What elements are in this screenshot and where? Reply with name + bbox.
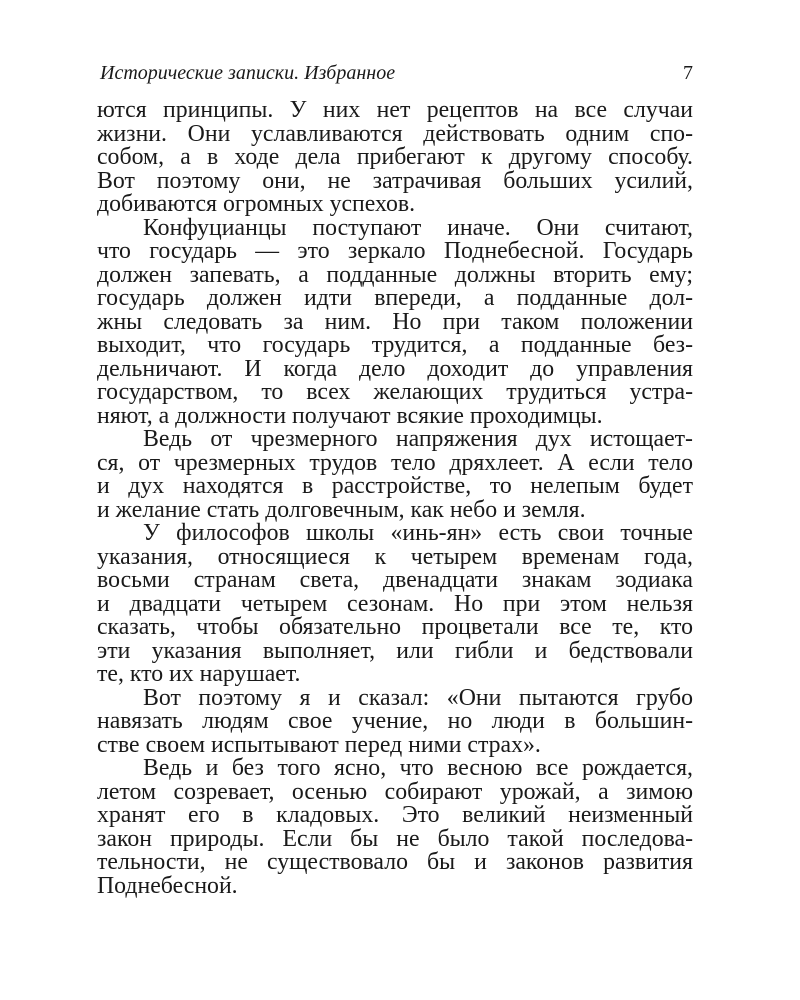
text-line: должен запевать, а подданные должны вторить ему;: [97, 261, 693, 288]
page-number: 7: [683, 62, 693, 84]
running-title: Исторические записки. Избранное: [100, 62, 396, 84]
text-line: эти указания выполняет, или гибли и бедствовали: [97, 637, 693, 664]
text-line: Ведь и без того ясно, что весною все рождается,: [143, 755, 693, 781]
text-line: и двадцати четырем сезонам. Но при этом нельзя: [97, 590, 693, 617]
paragraph-1: [97, 99, 693, 217]
text-line: Вот поэтому они, не затрачивая больших усилий,: [97, 167, 693, 194]
text-line: собом, а в ходе дела прибегают к другому способу.: [97, 144, 693, 170]
text-line: ются принципы. У них нет рецептов на все случаи: [97, 97, 693, 123]
text-line: няют, а должности получают всякие проходимцы.: [97, 402, 603, 429]
paragraph-3: [97, 428, 693, 522]
text-line: Вот поэтому я и сказал: «Они пытаются грубо: [143, 684, 693, 711]
text-line: Ведь от чрезмерного напряжения дух истощает-: [143, 426, 693, 452]
text-line: сказать, чтобы обязательно процветали все те, кто: [97, 614, 693, 640]
text-line: те, кто их нарушает.: [97, 661, 301, 687]
paragraph-4: [97, 522, 693, 687]
text-line: дельничают. И когда дело доходит до управления: [97, 355, 693, 382]
text-line: хранят его в кладовых. Это великий неизменный: [97, 802, 693, 828]
text-line: и дух находятся в расстройстве, то нелепым будет: [97, 473, 693, 499]
text-line: и желание стать долговечным, как небо и земля.: [97, 496, 586, 523]
text-line: государь должен идти впереди, а подданные дол-: [97, 285, 693, 311]
text-line: жны следовать за ним. Но при таком положении: [97, 308, 693, 335]
text-line: государством, то всех желающих трудиться устра-: [97, 379, 693, 405]
text-line: Поднебесной.: [97, 872, 238, 899]
text-line: выходит, что государь трудится, а подданные без-: [97, 332, 693, 358]
book-page: [97, 58, 693, 898]
text-line: У философов школы «инь-ян» есть свои точные: [143, 520, 693, 546]
text-line: что государь — это зеркало Поднебесной. Государь: [97, 238, 693, 264]
text-line: жизни. Они уславливаются действовать одним спо-: [97, 120, 693, 147]
running-head: [97, 58, 693, 88]
text-line: закон природы. Если бы не было такой последова-: [97, 825, 693, 852]
paragraph-5: [97, 684, 693, 758]
text-line: ся, от чрезмерных трудов тело дряхлеет. А если тело: [97, 449, 693, 476]
text-line: Конфуцианцы поступают иначе. Они считают,: [143, 214, 693, 241]
text-line: указания, относящиеся к четырем временам года,: [97, 543, 693, 570]
text-line: тельности, не существовало бы и законов развития: [97, 849, 693, 875]
text-line: стве своем испытывают перед ними страх».: [97, 731, 541, 758]
text-line: восьми странам света, двенадцати знакам зодиака: [97, 567, 693, 593]
paragraph-6: [97, 757, 693, 898]
text-line: летом созревает, осенью собирают урожай, а зимою: [97, 778, 693, 805]
text-line: навязать людям свое учение, но люди в большин-: [97, 708, 693, 734]
paragraph-2: [97, 214, 693, 429]
body-text: [97, 99, 693, 898]
text-line: добиваются огромных успехов.: [97, 191, 416, 217]
